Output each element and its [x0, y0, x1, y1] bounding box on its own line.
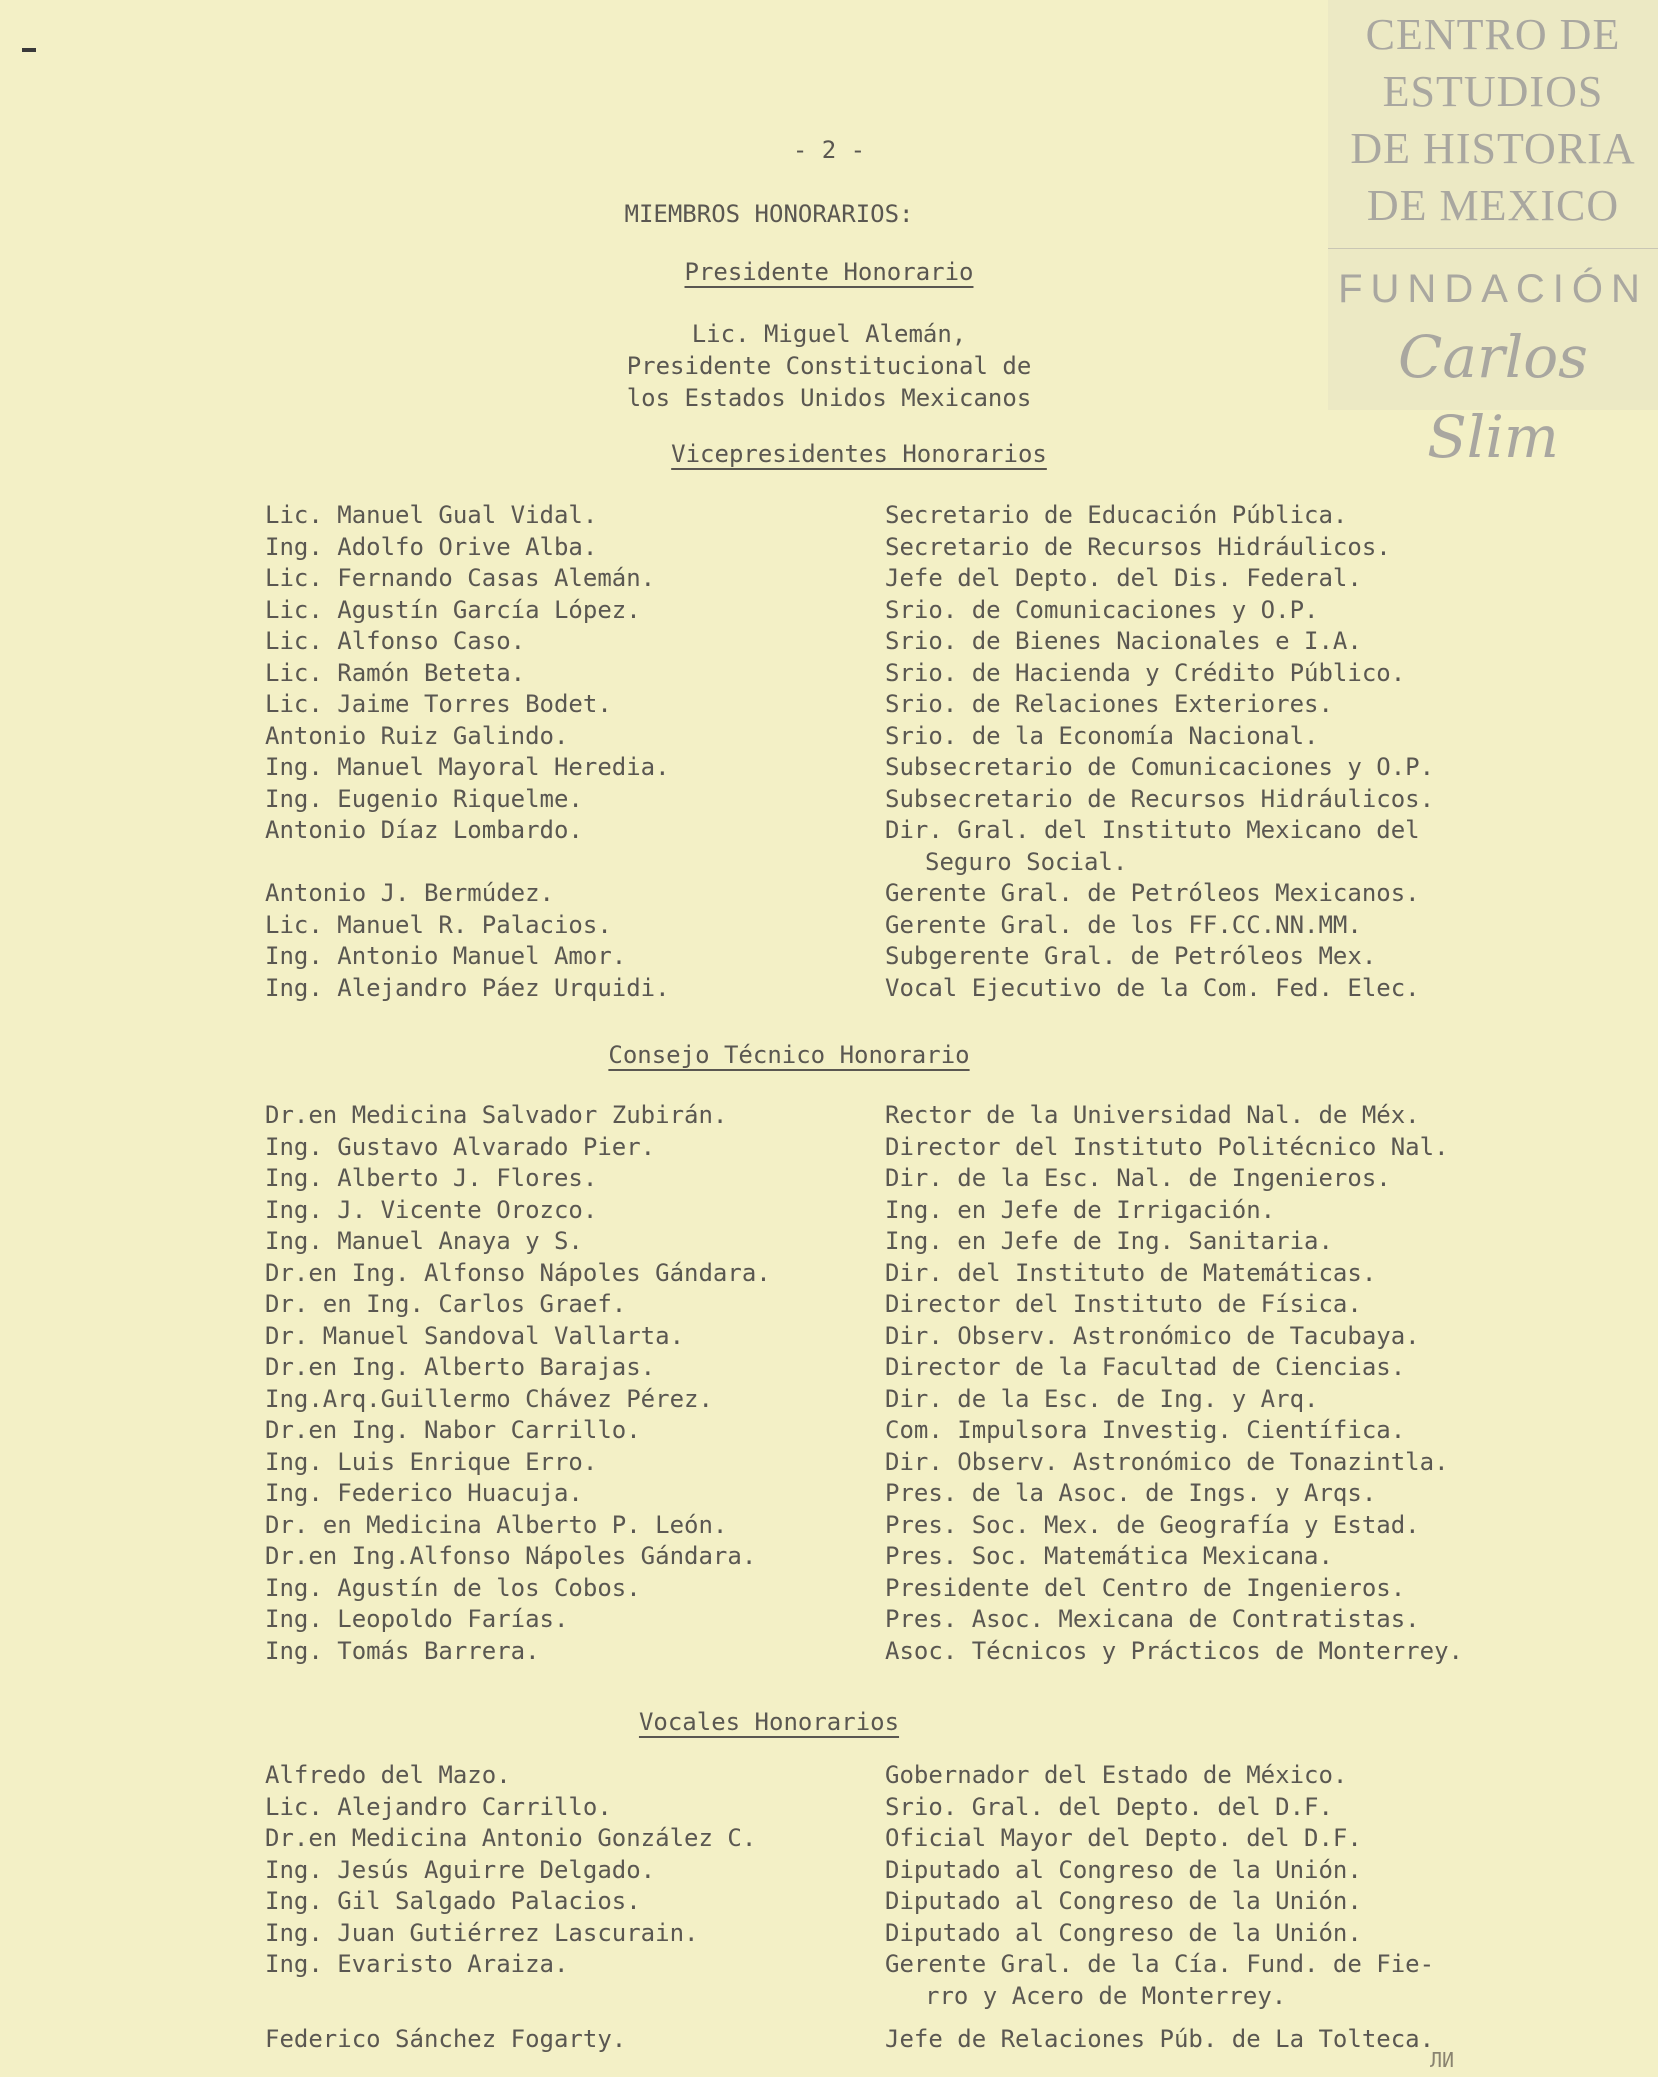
- member-name: Ing. Luis Enrique Erro.: [265, 1447, 598, 1476]
- member-position: Dir. Gral. del Instituto Mexicano del: [885, 816, 1420, 844]
- list-item: [265, 626, 1495, 658]
- member-position: Srio. de Bienes Nacionales e I.A.: [885, 627, 1362, 655]
- list-item: [265, 910, 1495, 942]
- member-name: Ing. Juan Gutiérrez Lascurain.: [265, 1918, 699, 1947]
- list-item: [265, 1415, 1495, 1447]
- member-position: Dir. Observ. Astronómico de Tacubaya.: [885, 1321, 1420, 1350]
- list-item: [265, 1636, 1495, 1668]
- list-item: [265, 1258, 1495, 1290]
- member-name: Ing. Jesús Aguirre Delgado.: [265, 1855, 656, 1884]
- list-item: [265, 721, 1495, 753]
- list-item: [265, 1352, 1495, 1384]
- member-name: Alfredo del Mazo.: [265, 1761, 511, 1789]
- list-item: [265, 815, 1495, 847]
- president-line: los Estados Unidos Mexicanos: [626, 384, 1032, 412]
- member-name: Ing. Federico Huacuja.: [265, 1479, 583, 1507]
- page-mark: ЛИ: [1430, 2048, 1455, 2072]
- member-name: Dr.en Ing. Alberto Barajas.: [265, 1353, 656, 1381]
- member-name: Ing. Tomás Barrera.: [265, 1636, 540, 1665]
- member-position-cont: rro y Acero de Monterrey.: [925, 1981, 1287, 2010]
- member-position: Dir. Observ. Astronómico de Tonazintla.: [885, 1447, 1449, 1476]
- section-title-vocales: Vocales Honorarios: [638, 1708, 900, 1736]
- council-list: [265, 1100, 1495, 1667]
- list-item: [265, 1195, 1495, 1227]
- member-name: Ing. Adolfo Orive Alba.: [265, 532, 598, 561]
- vicepresidents-list: [265, 500, 1495, 1004]
- member-name: Ing. Evaristo Araiza.: [265, 1950, 569, 1978]
- member-position: Jefe de Relaciones Púb. de La Tolteca.: [885, 2025, 1435, 2053]
- member-name: Antonio J. Bermúdez.: [265, 879, 554, 907]
- list-item: [265, 878, 1495, 910]
- watermark-line: CENTRO DE: [1365, 10, 1621, 59]
- list-item: [265, 1918, 1495, 1950]
- watermark-line: DE MEXICO: [1366, 181, 1620, 230]
- list-item: [265, 1226, 1495, 1258]
- member-name: Ing. Gil Salgado Palacios.: [265, 1887, 641, 1915]
- member-position: Director del Instituto Politécnico Nal.: [885, 1132, 1449, 1161]
- member-position: Subgerente Gral. de Petróleos Mex.: [885, 942, 1377, 970]
- section-title-president: Presidente Honorario: [684, 258, 974, 286]
- member-position-cont: Seguro Social.: [925, 847, 1128, 876]
- member-name: Lic. Alejandro Carrillo.: [265, 1792, 612, 1821]
- page-number: - 2 -: [792, 136, 866, 164]
- vocales-list: [265, 1760, 1495, 2056]
- member-name: Federico Sánchez Fogarty.: [265, 2025, 627, 2053]
- member-position: Secretario de Educación Pública.: [885, 501, 1348, 529]
- member-position: Srio. de Comunicaciones y O.P.: [885, 595, 1319, 624]
- member-name: Lic. Fernando Casas Alemán.: [265, 564, 656, 592]
- member-position: Gerente Gral. de la Cía. Fund. de Fie-: [885, 1950, 1435, 1978]
- list-item: [265, 1510, 1495, 1542]
- member-name: Ing. Agustín de los Cobos.: [265, 1573, 641, 1602]
- member-position: Srio. de la Economía Nacional.: [885, 721, 1319, 750]
- member-position: Gerente Gral. de Petróleos Mexicanos.: [885, 879, 1420, 907]
- member-name: Ing. J. Vicente Orozco.: [265, 1195, 598, 1224]
- member-name: Antonio Ruiz Galindo.: [265, 721, 569, 750]
- member-position: Pres. Soc. Matemática Mexicana.: [885, 1542, 1333, 1570]
- member-position: Ing. en Jefe de Irrigación.: [885, 1195, 1276, 1224]
- member-name: Lic. Manuel R. Palacios.: [265, 910, 612, 939]
- list-item: [265, 1760, 1495, 1792]
- member-name: Ing. Alejandro Páez Urquidi.: [265, 973, 670, 1002]
- member-name: Ing. Antonio Manuel Amor.: [265, 942, 627, 970]
- member-name: Dr. en Ing. Carlos Graef.: [265, 1290, 627, 1318]
- list-item: [265, 752, 1495, 784]
- list-item: [265, 941, 1495, 973]
- list-item-continuation: [265, 1981, 1495, 2013]
- list-item: [265, 500, 1495, 532]
- member-name: Lic. Alfonso Caso.: [265, 627, 526, 655]
- member-position: Diputado al Congreso de la Unión.: [885, 1855, 1362, 1884]
- member-name: Ing.Arq.Guillermo Chávez Pérez.: [265, 1384, 713, 1413]
- member-position: Oficial Mayor del Depto. del D.F.: [885, 1824, 1362, 1852]
- member-position: Rector de la Universidad Nal. de Méx.: [885, 1101, 1420, 1129]
- list-item: [265, 1541, 1495, 1573]
- list-item: [265, 1949, 1495, 1981]
- list-item-continuation: [265, 847, 1495, 879]
- list-item: [265, 1321, 1495, 1353]
- member-position: Pres. Soc. Mex. de Geografía y Estad.: [885, 1510, 1420, 1539]
- member-position: Subsecretario de Comunicaciones y O.P.: [885, 753, 1435, 781]
- section-title-council: Consejo Técnico Honorario: [608, 1041, 970, 1069]
- list-item: [265, 973, 1495, 1005]
- member-position: Diputado al Congreso de la Unión.: [885, 1918, 1362, 1947]
- member-position: Diputado al Congreso de la Unión.: [885, 1887, 1362, 1915]
- list-item: [265, 1132, 1495, 1164]
- member-name: Ing. Eugenio Riquelme.: [265, 784, 583, 813]
- list-item: [265, 1100, 1495, 1132]
- member-position: Gerente Gral. de los FF.CC.NN.MM.: [885, 910, 1362, 939]
- watermark-divider: [1328, 248, 1658, 249]
- member-position: Com. Impulsora Investig. Científica.: [885, 1416, 1406, 1444]
- list-item: [265, 784, 1495, 816]
- member-name: Dr. Manuel Sandoval Vallarta.: [265, 1321, 685, 1350]
- member-name: Ing. Leopoldo Farías.: [265, 1605, 569, 1633]
- member-position: Vocal Ejecutivo de la Com. Fed. Elec.: [885, 973, 1420, 1002]
- member-name: Ing. Manuel Anaya y S.: [265, 1227, 583, 1255]
- member-name: Ing. Gustavo Alvarado Pier.: [265, 1132, 656, 1161]
- list-item: [265, 595, 1495, 627]
- member-position: Director del Instituto de Física.: [885, 1290, 1362, 1318]
- member-name: Antonio Díaz Lombardo.: [265, 816, 583, 844]
- page-heading: MIEMBROS HONORARIOS:: [624, 200, 914, 228]
- member-position: Ing. en Jefe de Ing. Sanitaria.: [885, 1227, 1333, 1255]
- list-item: [265, 1823, 1495, 1855]
- member-position: Asoc. Técnicos y Prácticos de Monterrey.: [885, 1636, 1463, 1665]
- spacer: [265, 2012, 1495, 2024]
- member-position: Dir. de la Esc. de Ing. y Arq.: [885, 1384, 1319, 1413]
- list-item: [265, 1573, 1495, 1605]
- member-name: Lic. Jaime Torres Bodet.: [265, 690, 612, 718]
- member-name: Lic. Manuel Gual Vidal.: [265, 501, 598, 529]
- member-position: Srio. Gral. del Depto. del D.F.: [885, 1792, 1333, 1821]
- member-name: Dr.en Medicina Salvador Zubirán.: [265, 1101, 728, 1129]
- member-position: Pres. de la Asoc. de Ings. y Arqs.: [885, 1479, 1377, 1507]
- member-name: Lic. Agustín García López.: [265, 595, 641, 624]
- member-position: Subsecretario de Recursos Hidráulicos.: [885, 784, 1435, 813]
- member-position: Director de la Facultad de Ciencias.: [885, 1353, 1406, 1381]
- member-name: Ing. Manuel Mayoral Heredia.: [265, 753, 670, 781]
- list-item: [265, 1289, 1495, 1321]
- watermark-line: DE HISTORIA: [1350, 124, 1636, 173]
- list-item: [265, 1792, 1495, 1824]
- member-name: Dr.en Ing.Alfonso Nápoles Gándara.: [265, 1542, 757, 1570]
- member-position: Srio. de Hacienda y Crédito Público.: [885, 658, 1406, 687]
- member-position: Dir. de la Esc. Nal. de Ingenieros.: [885, 1164, 1391, 1192]
- list-item: [265, 689, 1495, 721]
- president-line: Presidente Constitucional de: [626, 352, 1032, 380]
- member-name: Ing. Alberto J. Flores.: [265, 1164, 598, 1192]
- member-name: Lic. Ramón Beteta.: [265, 658, 526, 687]
- member-position: Secretario de Recursos Hidráulicos.: [885, 532, 1391, 561]
- watermark-foundation: FUNDACIÓN: [1338, 267, 1648, 311]
- list-item: [265, 1855, 1495, 1887]
- list-item: [265, 2024, 1495, 2056]
- list-item: [265, 1447, 1495, 1479]
- member-name: Dr.en Ing. Nabor Carrillo.: [265, 1416, 641, 1444]
- watermark-signature: Carlos Slim: [1398, 323, 1588, 471]
- member-name: Dr. en Medicina Alberto P. León.: [265, 1510, 728, 1539]
- member-position: Dir. del Instituto de Matemáticas.: [885, 1258, 1377, 1287]
- member-position: Srio. de Relaciones Exteriores.: [885, 690, 1333, 718]
- member-position: Jefe del Depto. del Dis. Federal.: [885, 564, 1362, 592]
- president-block: [0, 318, 1658, 414]
- list-item: [265, 563, 1495, 595]
- member-position: Pres. Asoc. Mexicana de Contratistas.: [885, 1605, 1420, 1633]
- member-position: Presidente del Centro de Ingenieros.: [885, 1573, 1406, 1602]
- list-item: [265, 1604, 1495, 1636]
- list-item: [265, 1478, 1495, 1510]
- list-item: [265, 658, 1495, 690]
- list-item: [265, 1886, 1495, 1918]
- member-name: Dr.en Ing. Alfonso Nápoles Gándara.: [265, 1258, 771, 1287]
- corner-mark: [22, 48, 36, 52]
- watermark-line: ESTUDIOS: [1382, 67, 1604, 116]
- list-item: [265, 1384, 1495, 1416]
- member-name: Dr.en Medicina Antonio González C.: [265, 1824, 757, 1852]
- president-line: Lic. Miguel Alemán,: [691, 320, 967, 348]
- member-position: Gobernador del Estado de México.: [885, 1761, 1348, 1789]
- section-title-vicepresidents: Vicepresidentes Honorarios: [671, 440, 1047, 468]
- list-item: [265, 532, 1495, 564]
- list-item: [265, 1163, 1495, 1195]
